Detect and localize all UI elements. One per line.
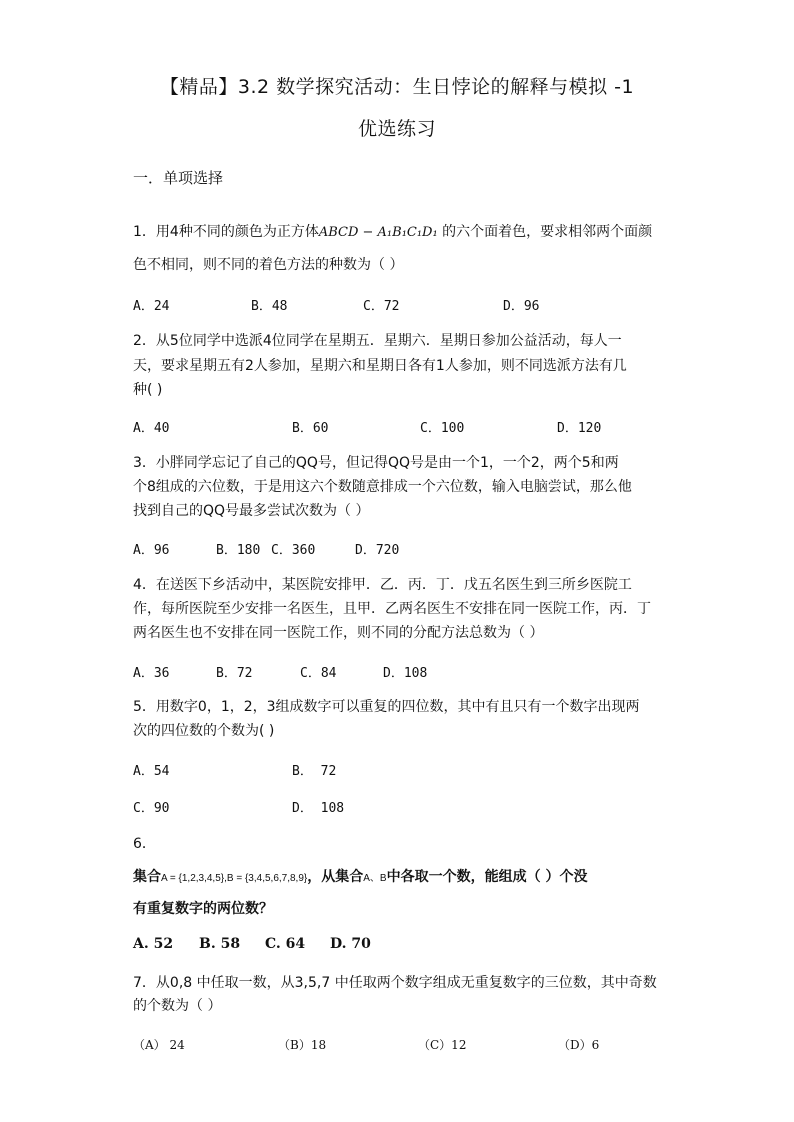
question-5-line-1: 5．用数字0，1，2，3组成数字可以重复的四位数，其中有且只有一个数字出现两 [133,699,640,715]
question-1-line-2: 色不相同，则不同的着色方法的种数为（ ） [133,257,404,273]
question-6-line-2: 有重复数字的两位数？ [133,901,273,917]
q2-option-a: A．40 [133,421,170,436]
q1-math-cube: ABCD − A₁B₁C₁D₁ [318,225,438,240]
question-4-line-3: 两名医生也不安排在同一医院工作，则不同的分配方法总数为（ ） [133,625,544,641]
question-5-line-2: 次的四位数的个数为( ) [133,723,275,739]
q4-option-a: A．36 [133,666,170,681]
question-7-line-2: 的个数为（ ） [133,998,222,1014]
q5-option-b: B． 72 [292,764,337,779]
q4-option-d: D．108 [383,666,428,681]
question-4-line-1: 4．在送医下乡活动中，某医院安排甲．乙．丙．丁．戊五名医生到三所乡医院工 [133,577,632,593]
q2-option-d: D．120 [557,421,602,436]
q4-option-c: C．84 [300,666,337,681]
q6-option-a: A. 52 [133,936,174,952]
q1-option-b: B．48 [251,299,288,314]
q3-option-b: B．180 [216,543,261,558]
q1-text-pre: 1．用4种不同的颜色为正方体 [133,224,319,240]
section-heading: 一．单项选择 [133,169,224,187]
question-4-line-2: 作，每所医院至少安排一名医生，且甲．乙两名医生不安排在同一医院工作，丙．丁 [133,601,651,617]
question-2-line-2: 天，要求星期五有2人参加，星期六和星期日各有1人参加，则不同选派方法有几 [133,358,627,374]
q6-set-definition: A = {1,2,3,4,5},B = {3,4,5,6,7,8,9} [161,873,308,884]
q1-option-c: C．72 [363,299,400,314]
question-7-line-1: 7．从0,8 中任取一数，从3,5,7 中任取两个数字组成无重复数字的三位数，其中奇数 [133,975,657,991]
q1-option-d: D．96 [503,299,540,314]
q3-option-c: C．360 [271,543,316,558]
question-1-line-1 [133,222,652,243]
question-3-line-2: 个8组成的六位数，于是用这六个数随意排成一个六位数，输入电脑尝试，那么他 [133,479,632,495]
q1-text-post: 的六个面着色，要求相邻两个面颜 [437,224,653,240]
q5-option-d: D． 108 [292,801,345,816]
question-3-line-3: 找到自己的QQ号最多尝试次数为（ ） [133,503,370,519]
q6-option-c: C. 64 [265,936,306,952]
q2-option-c: C．100 [420,421,465,436]
question-2-line-1: 2．从5位同学中选派4位同学在星期五．星期六．星期日参加公益活动，每人一 [133,333,622,349]
q6-text-post: 中各取一个数，能组成（ ）个没 [386,869,588,885]
q6-option-d: D. 70 [330,936,371,952]
question-3-line-1: 3．小胖同学忘记了自己的QQ号，但记得QQ号是由一个1，一个2，两个5和两 [133,455,619,471]
q4-option-b: B．72 [216,666,253,681]
page-subtitle: 优选练习 [357,118,436,140]
q1-option-a: A．24 [133,299,170,314]
q6-text-mid: ，从集合 [307,869,364,885]
q7-option-c: （C）12 [418,1038,467,1052]
q5-option-a: A．54 [133,764,170,779]
q6-text-pre: 集合 [133,869,161,885]
q3-option-a: A．96 [133,543,170,558]
q7-option-b: （B）18 [278,1038,327,1052]
q6-sets-ab: A、B [363,873,387,884]
question-2-line-3: 种( ) [133,382,163,398]
q7-option-a: （A） 24 [133,1038,185,1052]
q3-option-d: D．720 [355,543,400,558]
q5-option-c: C．90 [133,801,170,816]
page-title: 【精品】3.2 数学探究活动：生日悖论的解释与模拟 -1 [159,76,635,98]
q7-option-d: （D）6 [558,1038,600,1052]
q6-option-b: B. 58 [199,936,241,952]
q2-option-b: B．60 [292,421,329,436]
question-6-number: 6． [133,836,156,852]
question-6-line-1 [133,867,587,889]
